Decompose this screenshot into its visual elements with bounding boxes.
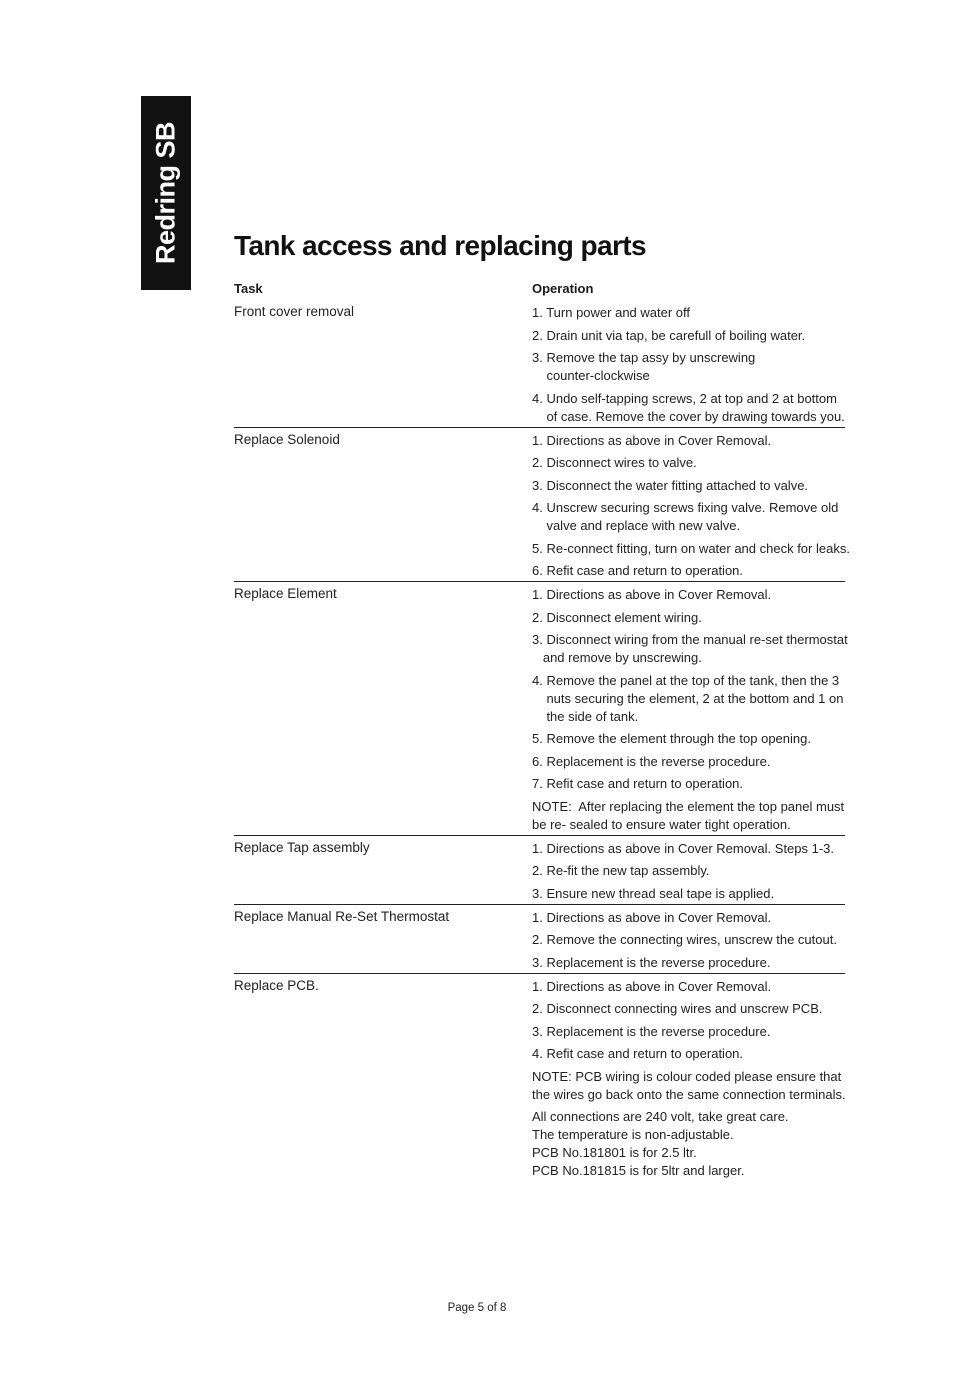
step-text: the wires go back onto the same connection terminals. <box>532 1086 846 1102</box>
operation-step <box>532 349 845 385</box>
step-text: 7. Refit case and return to operation. <box>532 776 744 791</box>
operation-step <box>532 753 845 771</box>
table-body <box>234 300 850 1181</box>
table-row <box>234 300 845 428</box>
step-text: 4. Undo self-tapping screws, 2 at top and 2 at bottom <box>532 390 837 406</box>
side-tab-label: Redring SB <box>150 121 181 265</box>
operation-step <box>532 954 845 972</box>
step-text: 1. Directions as above in Cover Removal. <box>532 909 772 925</box>
task-cell: Replace PCB. <box>234 977 319 993</box>
page-number: Page 5 of 8 <box>447 1302 507 1314</box>
step-text: counter-clockwise <box>532 368 650 383</box>
operation-step <box>532 1068 845 1104</box>
step-text: PCB No.181801 is for 2.5 ltr. <box>532 1145 697 1160</box>
step-text: 3. Disconnect the water fitting attached to valve. <box>532 477 809 493</box>
operation-step <box>532 672 845 726</box>
step-text: 6. Replacement is the reverse procedure. <box>532 753 771 769</box>
operation-cell <box>532 836 845 904</box>
operation-step <box>532 499 845 535</box>
step-text: 1. Directions as above in Cover Removal. <box>532 587 772 602</box>
header-task: Task <box>234 281 263 296</box>
step-text: the side of tank. <box>532 708 639 724</box>
page-title: Tank access and replacing parts <box>234 230 646 261</box>
operation-step <box>532 390 845 426</box>
step-text: The temperature is non-adjustable. <box>532 1127 734 1142</box>
task-cell: Replace Solenoid <box>234 431 340 447</box>
step-text: 1. Directions as above in Cover Removal. <box>532 432 772 448</box>
operation-step <box>532 798 845 834</box>
step-text: 2. Disconnect element wiring. <box>532 609 702 625</box>
operation-step <box>532 862 845 880</box>
step-text: PCB No.181815 is for 5ltr and larger. <box>532 1163 745 1178</box>
operation-cell <box>532 582 848 835</box>
operation-step <box>532 477 845 495</box>
step-text: 5. Re-connect fitting, turn on water and check for leaks. <box>532 540 850 556</box>
table-header <box>234 280 845 300</box>
step-text: 2. Disconnect wires to valve. <box>532 455 697 470</box>
table-row <box>234 836 845 905</box>
table-row <box>234 428 850 583</box>
step-text: All connections are 240 volt, take great care. <box>532 1109 789 1124</box>
operation-step <box>532 304 845 322</box>
step-text: 1. Directions as above in Cover Removal. Steps 1-3. <box>532 840 835 856</box>
table-row <box>234 974 845 1182</box>
operation-cell <box>532 300 845 427</box>
operation-step <box>532 1108 845 1180</box>
step-text: NOTE: After replacing the element the top panel must <box>532 798 845 814</box>
step-text: 1. Turn power and water off <box>532 305 691 320</box>
operation-cell <box>532 905 845 973</box>
step-text: NOTE: PCB wiring is colour coded please ensure that <box>532 1068 842 1084</box>
operation-step <box>532 931 845 949</box>
operation-step <box>532 609 845 627</box>
step-text: 4. Unscrew securing screws fixing valve. Remove old <box>532 500 839 515</box>
step-text: and remove by unscrewing. <box>532 650 702 665</box>
step-text: 3. Replacement is the reverse procedure. <box>532 1023 771 1039</box>
operation-step <box>532 730 845 748</box>
step-text: 5. Remove the element through the top opening. <box>532 731 811 746</box>
operation-step <box>532 1000 845 1018</box>
step-text: 3. Replacement is the reverse procedure. <box>532 954 771 970</box>
operation-step <box>532 586 845 604</box>
operation-step <box>532 775 845 793</box>
step-text: 3. Remove the tap assy by unscrewing <box>532 350 756 365</box>
operation-step <box>532 562 845 580</box>
operation-step <box>532 432 845 450</box>
step-text: 3. Ensure new thread seal tape is applied. <box>532 885 775 901</box>
step-text: 4. Refit case and return to operation. <box>532 1046 744 1061</box>
step-text: nuts securing the element, 2 at the bottom and 1 on <box>532 690 844 706</box>
step-text: 2. Drain unit via tap, be carefull of boiling water. <box>532 327 806 343</box>
step-text: 6. Refit case and return to operation. <box>532 563 744 578</box>
step-text: of case. Remove the cover by drawing towards you. <box>532 408 845 424</box>
operation-step <box>532 885 845 903</box>
task-cell: Replace Manual Re-Set Thermostat <box>234 908 450 924</box>
step-text: valve and replace with new valve. <box>532 518 741 533</box>
task-cell: Front cover removal <box>234 304 355 319</box>
table-row <box>234 905 845 974</box>
operation-step <box>532 454 845 472</box>
step-text: 2. Remove the connecting wires, unscrew the cutout. <box>532 932 837 947</box>
operation-cell <box>532 974 845 1182</box>
operation-step <box>532 909 845 927</box>
step-text: be re- sealed to ensure water tight operation. <box>532 816 791 832</box>
header-operation: Operation <box>532 281 594 296</box>
step-text: 2. Disconnect connecting wires and unscrew PCB. <box>532 1001 823 1016</box>
operation-step <box>532 978 845 996</box>
operation-step <box>532 540 850 558</box>
operation-step <box>532 327 845 345</box>
task-cell: Replace Tap assembly <box>234 839 370 855</box>
table-row <box>234 582 848 836</box>
procedure-table <box>234 280 850 1181</box>
step-text: 2. Re-fit the new tap assembly. <box>532 863 710 878</box>
operation-step <box>532 1023 845 1041</box>
step-text: 4. Remove the panel at the top of the tank, then the 3 <box>532 672 840 688</box>
operation-step <box>532 1045 845 1063</box>
step-text: 3. Disconnect wiring from the manual re-set thermostat <box>532 632 848 647</box>
operation-step <box>532 631 848 667</box>
operation-cell <box>532 428 850 582</box>
operation-step <box>532 840 845 858</box>
task-cell: Replace Element <box>234 586 337 601</box>
step-text: 1. Directions as above in Cover Removal. <box>532 978 772 994</box>
side-tab <box>141 96 191 290</box>
